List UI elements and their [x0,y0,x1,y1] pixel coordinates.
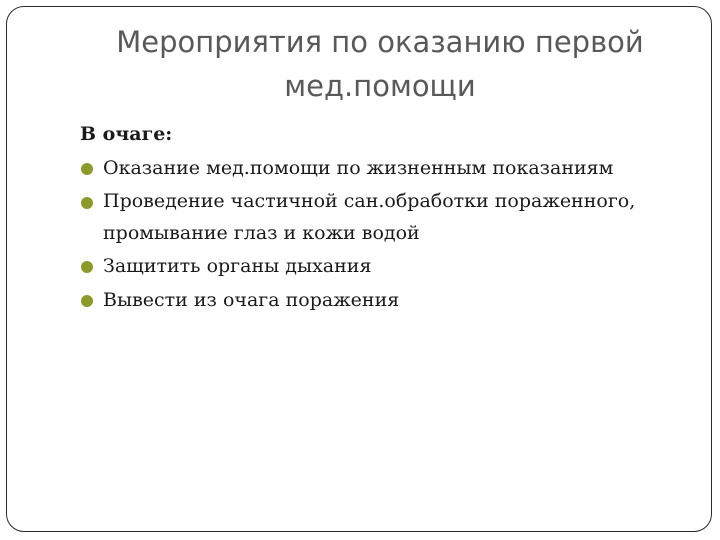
bullet-dot-icon [81,295,93,307]
bullet-item [80,185,680,249]
bullet-text: Проведение частичной сан.обработки пораженного, [103,190,636,212]
bullet-list [80,151,680,317]
bullet-dot-icon [81,163,93,175]
bullet-dot-icon [81,261,93,273]
bullet-item [80,249,680,283]
slide-title [60,20,700,108]
bullet-text-continuation: промывание глаз и кожи водой [103,222,420,244]
slide-body [80,117,680,317]
bullet-text: Вывести из очага поражения [103,289,400,311]
bullet-text: Защитить органы дыхания [103,255,372,277]
slide-title-line-2: мед.помощи [284,69,476,103]
bullet-text: Оказание мед.помощи по жизненным показаниям [103,157,614,179]
bullet-item [80,283,680,317]
bullet-item [80,151,680,185]
slide-title-line-1: Мероприятия по оказанию первой [116,25,644,59]
section-heading: В очаге: [80,123,173,145]
bullet-dot-icon [81,197,93,209]
